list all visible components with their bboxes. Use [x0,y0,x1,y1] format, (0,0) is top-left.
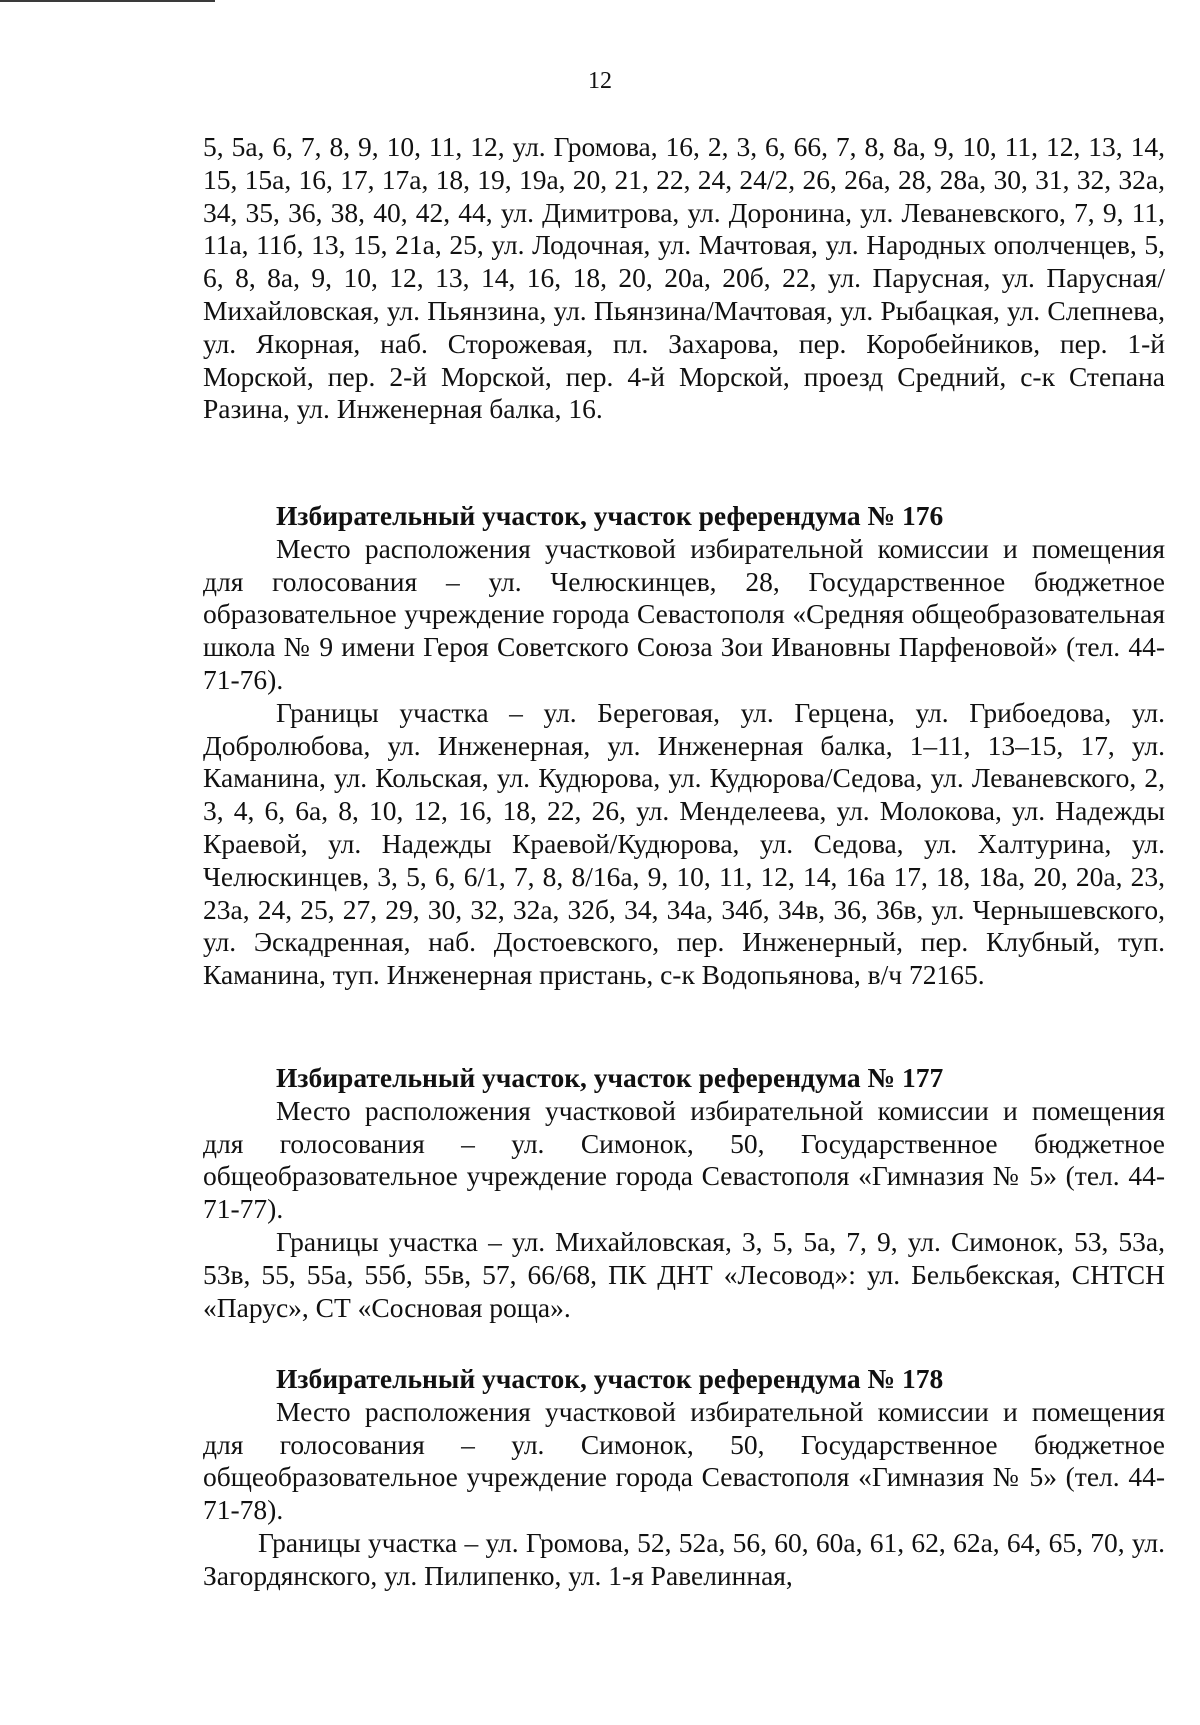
precinct-178-section [203,1363,1165,1593]
precinct-177-location: Место расположения участковой избирательной комиссии и помещения для голосования – ул. Симонок, 50, Государственное бюджетное общеобразовательное учреждение города Севастополя «Гимназия № 5» (тел. 44-71-77). [203,1094,1165,1225]
page-number: 12 [588,68,612,94]
precinct-176-location: Место расположения участковой избирательной комиссии и помещения для голосования – ул. Челюскинцев, 28, Государственное бюджетное образовательное учреждение города Севастополя «Средняя общеобразовательная школа № 9 имени Героя Советского Союза Зои Ивановны Парфеновой» (тел. 44-71-76). [203,532,1165,695]
precinct-176-boundaries: Границы участка – ул. Береговая, ул. Герцена, ул. Грибоедова, ул. Добролюбова, ул. Инженерная, ул. Инженерная балка, 1–11, 13–15, 17, ул. Каманина, ул. Кольская, ул. Кудюрова, ул. Кудюрова/Седова, ул. Леваневского, 2, 3, 4, 6, 6а, 8, 10, 12, 16, 18, 22, 26, ул. Менделеева, ул. Молокова, ул. Надежды Краевой, ул. Надежды Краевой/Кудюрова, ул. Седова, ул. Халтурина, ул. Челюскинцев, 3, 5, 6, 6/1, 7, 8, 8/16а, 9, 10, 11, 12, 14, 16а 17, 18, 18а, 20, 20а, 23, 23а, 24, 25, 27, 29, 30, 32, 32а, 32б, 34, 34а, 34б, 34в, 36, 36в, ул. Чернышевского, ул. Эскадренная, наб. Достоевского, пер. Инженерный, пер. Клубный, туп. Каманина, туп. Инженерная пристань, с-к Водопьянова, в/ч 72165. [203,696,1165,991]
scan-edge-line [0,0,215,2]
continuation-paragraph: 5, 5а, 6, 7, 8, 9, 10, 11, 12, ул. Громова, 16, 2, 3, 6, 66, 7, 8, 8а, 9, 10, 11, 12, 13, 14, 15, 15а, 16, 17, 17а, 18, 19, 19а, 20, 21, 22, 24, 24/2, 26, 26а, 28, 28а, 30, 31, 32, 32а, 34, 35, 36, 38, 40, 42, 44, ул. Димитрова, ул. Доронина, ул. Леваневского, 7, 9, 11, 11а, 11б, 13, 15, 21а, 25, ул. Лодочная, ул. Мачтовая, ул. Народных ополченцев, 5, 6, 8, 8а, 9, 10, 12, 13, 14, 16, 18, 20, 20а, 20б, 22, ул. Парусная, ул. Парусная/Михайловская, ул. Пьянзина, ул. Пьянзина/Мачтовая, ул. Рыбацкая, ул. Слепнева, ул. Якорная, наб. Сторожевая, пл. Захарова, пер. Коробейников, пер. 1-й Морской, пер. 2-й Морской, пер. 4-й Морской, проезд Средний, с-к Степана Разина, ул. Инженерная балка, 16. [203,131,1165,425]
precinct-176-heading: Избирательный участок, участок референдума № 176 [276,500,944,531]
precinct-176-section [203,500,1165,992]
precinct-177-boundaries: Границы участка – ул. Михайловская, 3, 5, 5а, 7, 9, ул. Симонок, 53, 53а, 53в, 55, 55а, 55б, 55в, 57, 66/68, ПК ДНТ «Лесовод»: ул. Бельбекская, СНТСН «Парус», СТ «Сосновая роща». [203,1225,1165,1323]
precinct-178-location: Место расположения участковой избирательной комиссии и помещения для голосования – ул. Симонок, 50, Государственное бюджетное общеобразовательное учреждение города Севастополя «Гимназия № 5» (тел. 44-71-78). [203,1395,1165,1526]
precinct-178-boundaries: Границы участка – ул. Громова, 52, 52а, 56, 60, 60а, 61, 62, 62а, 64, 65, 70, ул. Загордянского, ул. Пилипенко, ул. 1-я Равелинная, [203,1526,1165,1591]
precinct-178-heading: Избирательный участок, участок референдума № 178 [276,1363,944,1394]
precinct-177-heading: Избирательный участок, участок референдума № 177 [276,1062,944,1093]
continuation-block [203,131,1165,426]
precinct-177-section [203,1062,1165,1324]
